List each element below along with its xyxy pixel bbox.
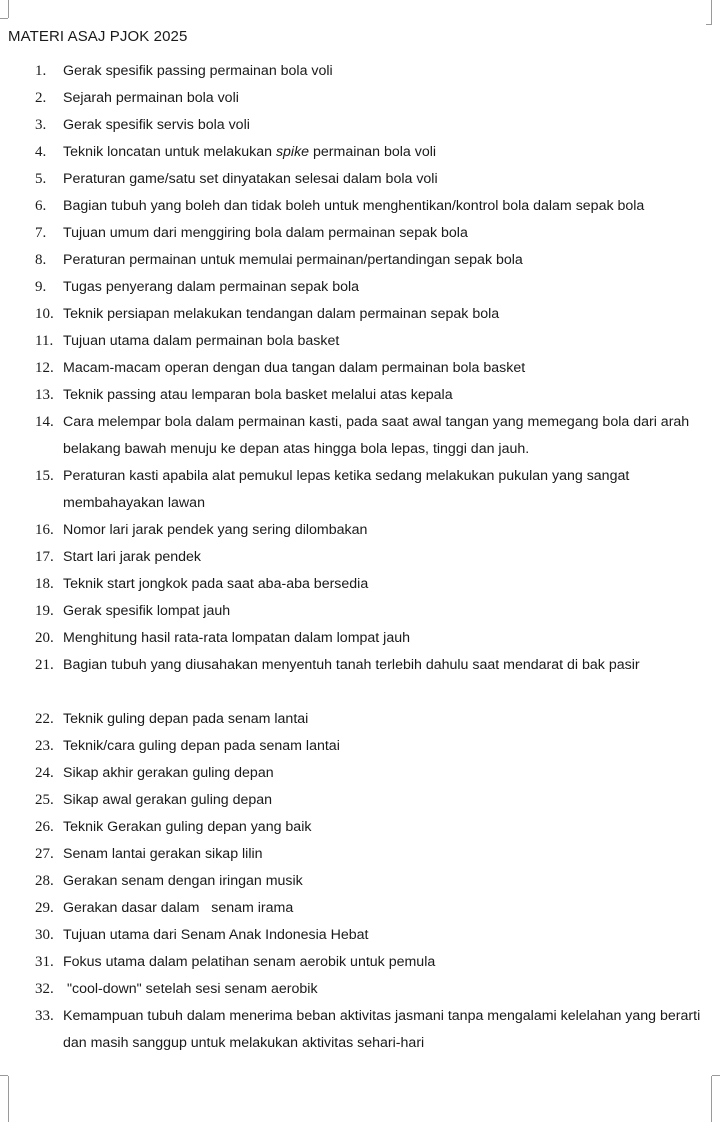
list-item: [0, 895, 720, 922]
item-number: 1.: [35, 63, 47, 79]
item-number: 7.: [35, 225, 47, 241]
list-item: [0, 85, 720, 112]
list-item: [0, 760, 720, 787]
item-text: Tugas penyerang dalam permainan sepak bola: [63, 279, 360, 295]
list-item: [0, 409, 720, 463]
item-text: Sikap awal gerakan guling depan: [63, 792, 273, 808]
item-text-before: Teknik loncatan untuk melakukan: [63, 144, 276, 160]
item-text-italic: spike: [275, 144, 310, 160]
item-text: Teknik guling depan pada senam lantai: [63, 711, 309, 727]
list-item: [0, 139, 720, 166]
item-number: 18.: [35, 576, 54, 592]
crop-mark-bottom-right: [711, 1076, 712, 1122]
list-item: [0, 355, 720, 382]
list-item: [0, 598, 720, 625]
item-text: Gerak spesifik lompat jauh: [63, 603, 231, 619]
item-number: 20.: [35, 630, 54, 646]
item-text: Gerakan dasar dalam senam irama: [63, 900, 294, 916]
item-number: 16.: [35, 522, 54, 538]
item-text: Macam-macam operan dengan dua tangan dalam permainan bola basket: [63, 360, 526, 376]
item-number: 8.: [35, 252, 47, 268]
list-item: [0, 976, 720, 1003]
list-item: [0, 220, 720, 247]
item-text: Teknik Gerakan guling depan yang baik: [63, 819, 312, 835]
list-item: [0, 733, 720, 760]
list-item: [0, 571, 720, 598]
item-text: Menghitung hasil rata-rata lompatan dalam lompat jauh: [63, 630, 411, 646]
item-number: 27.: [35, 846, 54, 862]
item-text: "cool-down" setelah sesi senam aerobik: [63, 981, 318, 997]
item-text: Peraturan kasti apabila alat pemukul lepas ketika sedang melakukan pukulan yang sangat membahayakan lawan: [63, 468, 630, 511]
list-item: [0, 328, 720, 355]
item-text: Fokus utama dalam pelatihan senam aerobik untuk pemula: [63, 954, 436, 970]
list-item: [0, 382, 720, 409]
item-number: 3.: [35, 117, 47, 133]
document-title: MATERI ASAJ PJOK 2025: [8, 28, 188, 45]
list-item: [0, 625, 720, 652]
item-number: 9.: [35, 279, 47, 295]
list-item: [0, 112, 720, 139]
item-text: Senam lantai gerakan sikap lilin: [63, 846, 263, 862]
list-item: [0, 787, 720, 814]
crop-mark-top-left: [8, 0, 9, 18]
item-number: 6.: [35, 198, 47, 214]
item-number: 4.: [35, 144, 47, 160]
item-text: Sejarah permainan bola voli: [63, 90, 239, 106]
item-number: 28.: [35, 873, 54, 889]
item-text: Teknik start jongkok pada saat aba-aba bersedia: [63, 576, 369, 592]
item-number: 17.: [35, 549, 54, 565]
item-number: 30.: [35, 927, 54, 943]
item-number: 23.: [35, 738, 54, 754]
item-number: 2.: [35, 90, 47, 106]
item-text: Teknik persiapan melakukan tendangan dalam permainan sepak bola: [63, 306, 500, 322]
list-item: [0, 868, 720, 895]
item-number: 14.: [35, 414, 54, 430]
list-item: [0, 517, 720, 544]
item-text: Teknik passing atau lemparan bola basket melalui atas kepala: [63, 387, 453, 403]
item-text: Tujuan utama dalam permainan bola basket: [63, 333, 340, 349]
item-number: 29.: [35, 900, 54, 916]
crop-mark-bottom-left-horizontal: [0, 1075, 8, 1076]
item-number: 19.: [35, 603, 54, 619]
list-item: [0, 814, 720, 841]
item-number: 22.: [35, 711, 54, 727]
list-item: [0, 301, 720, 328]
item-number: 5.: [35, 171, 47, 187]
crop-mark-top-right: [711, 0, 712, 24]
item-number: 31.: [35, 954, 54, 970]
item-number: 24.: [35, 765, 54, 781]
item-text: Start lari jarak pendek: [63, 549, 202, 565]
list-item: [0, 193, 720, 220]
item-text: Kemampuan tubuh dalam menerima beban aktivitas jasmani tanpa mengalami kelelahan yang berarti dan masih sanggup untuk melakukan aktivitas sehari-hari: [63, 1008, 701, 1051]
crop-mark-bottom-left: [8, 1076, 9, 1122]
item-text: Peraturan permainan untuk memulai permainan/pertandingan sepak bola: [63, 252, 523, 268]
list-item: [0, 247, 720, 274]
crop-mark-top-right-horizontal: [706, 24, 712, 25]
list-item: [0, 922, 720, 949]
crop-mark-top-left-horizontal: [0, 18, 8, 19]
item-text: Gerakan senam dengan iringan musik: [63, 873, 303, 889]
item-number: 33.: [35, 1008, 54, 1024]
item-number: 21.: [35, 657, 54, 673]
item-text: Sikap akhir gerakan guling depan: [63, 765, 274, 781]
item-number: 25.: [35, 792, 54, 808]
item-number: 12.: [35, 360, 54, 376]
item-text: Teknik/cara guling depan pada senam lantai: [63, 738, 340, 754]
list-item: [0, 274, 720, 301]
item-number: 26.: [35, 819, 54, 835]
item-number: 15.: [35, 468, 54, 484]
item-text: Peraturan game/satu set dinyatakan selesai dalam bola voli: [63, 171, 438, 187]
list-item: [0, 949, 720, 976]
item-text: Gerak spesifik passing permainan bola voli: [63, 63, 333, 79]
crop-mark-bottom-right-horizontal: [712, 1075, 720, 1076]
material-list: [0, 58, 720, 1057]
list-item: [0, 841, 720, 868]
list-item: [0, 544, 720, 571]
list-item: [0, 58, 720, 85]
item-text: Tujuan umum dari menggiring bola dalam permainan sepak bola: [63, 225, 468, 241]
item-number: 32.: [35, 981, 54, 997]
item-text: Bagian tubuh yang boleh dan tidak boleh untuk menghentikan/kontrol bola dalam sepak bola: [63, 198, 645, 214]
list-item: [0, 463, 720, 517]
item-text: Tujuan utama dari Senam Anak Indonesia Hebat: [63, 927, 369, 943]
list-item: [0, 166, 720, 193]
list-item: [0, 1003, 720, 1057]
item-number: 10.: [35, 306, 54, 322]
item-text-after: permainan bola voli: [309, 144, 437, 160]
item-text: Gerak spesifik servis bola voli: [63, 117, 250, 133]
item-text: Bagian tubuh yang diusahakan menyentuh tanah terlebih dahulu saat mendarat di bak pasir: [63, 657, 640, 673]
item-text: Cara melempar bola dalam permainan kasti, pada saat awal tangan yang memegang bola dari arah belakang bawah menuju ke depan atas hingga bola lepas, tinggi dan jauh.: [63, 414, 690, 457]
list-item: [0, 706, 720, 733]
item-number: 13.: [35, 387, 54, 403]
list-item: [0, 652, 720, 679]
item-number: 11.: [35, 333, 54, 349]
item-text: Nomor lari jarak pendek yang sering dilombakan: [63, 522, 368, 538]
